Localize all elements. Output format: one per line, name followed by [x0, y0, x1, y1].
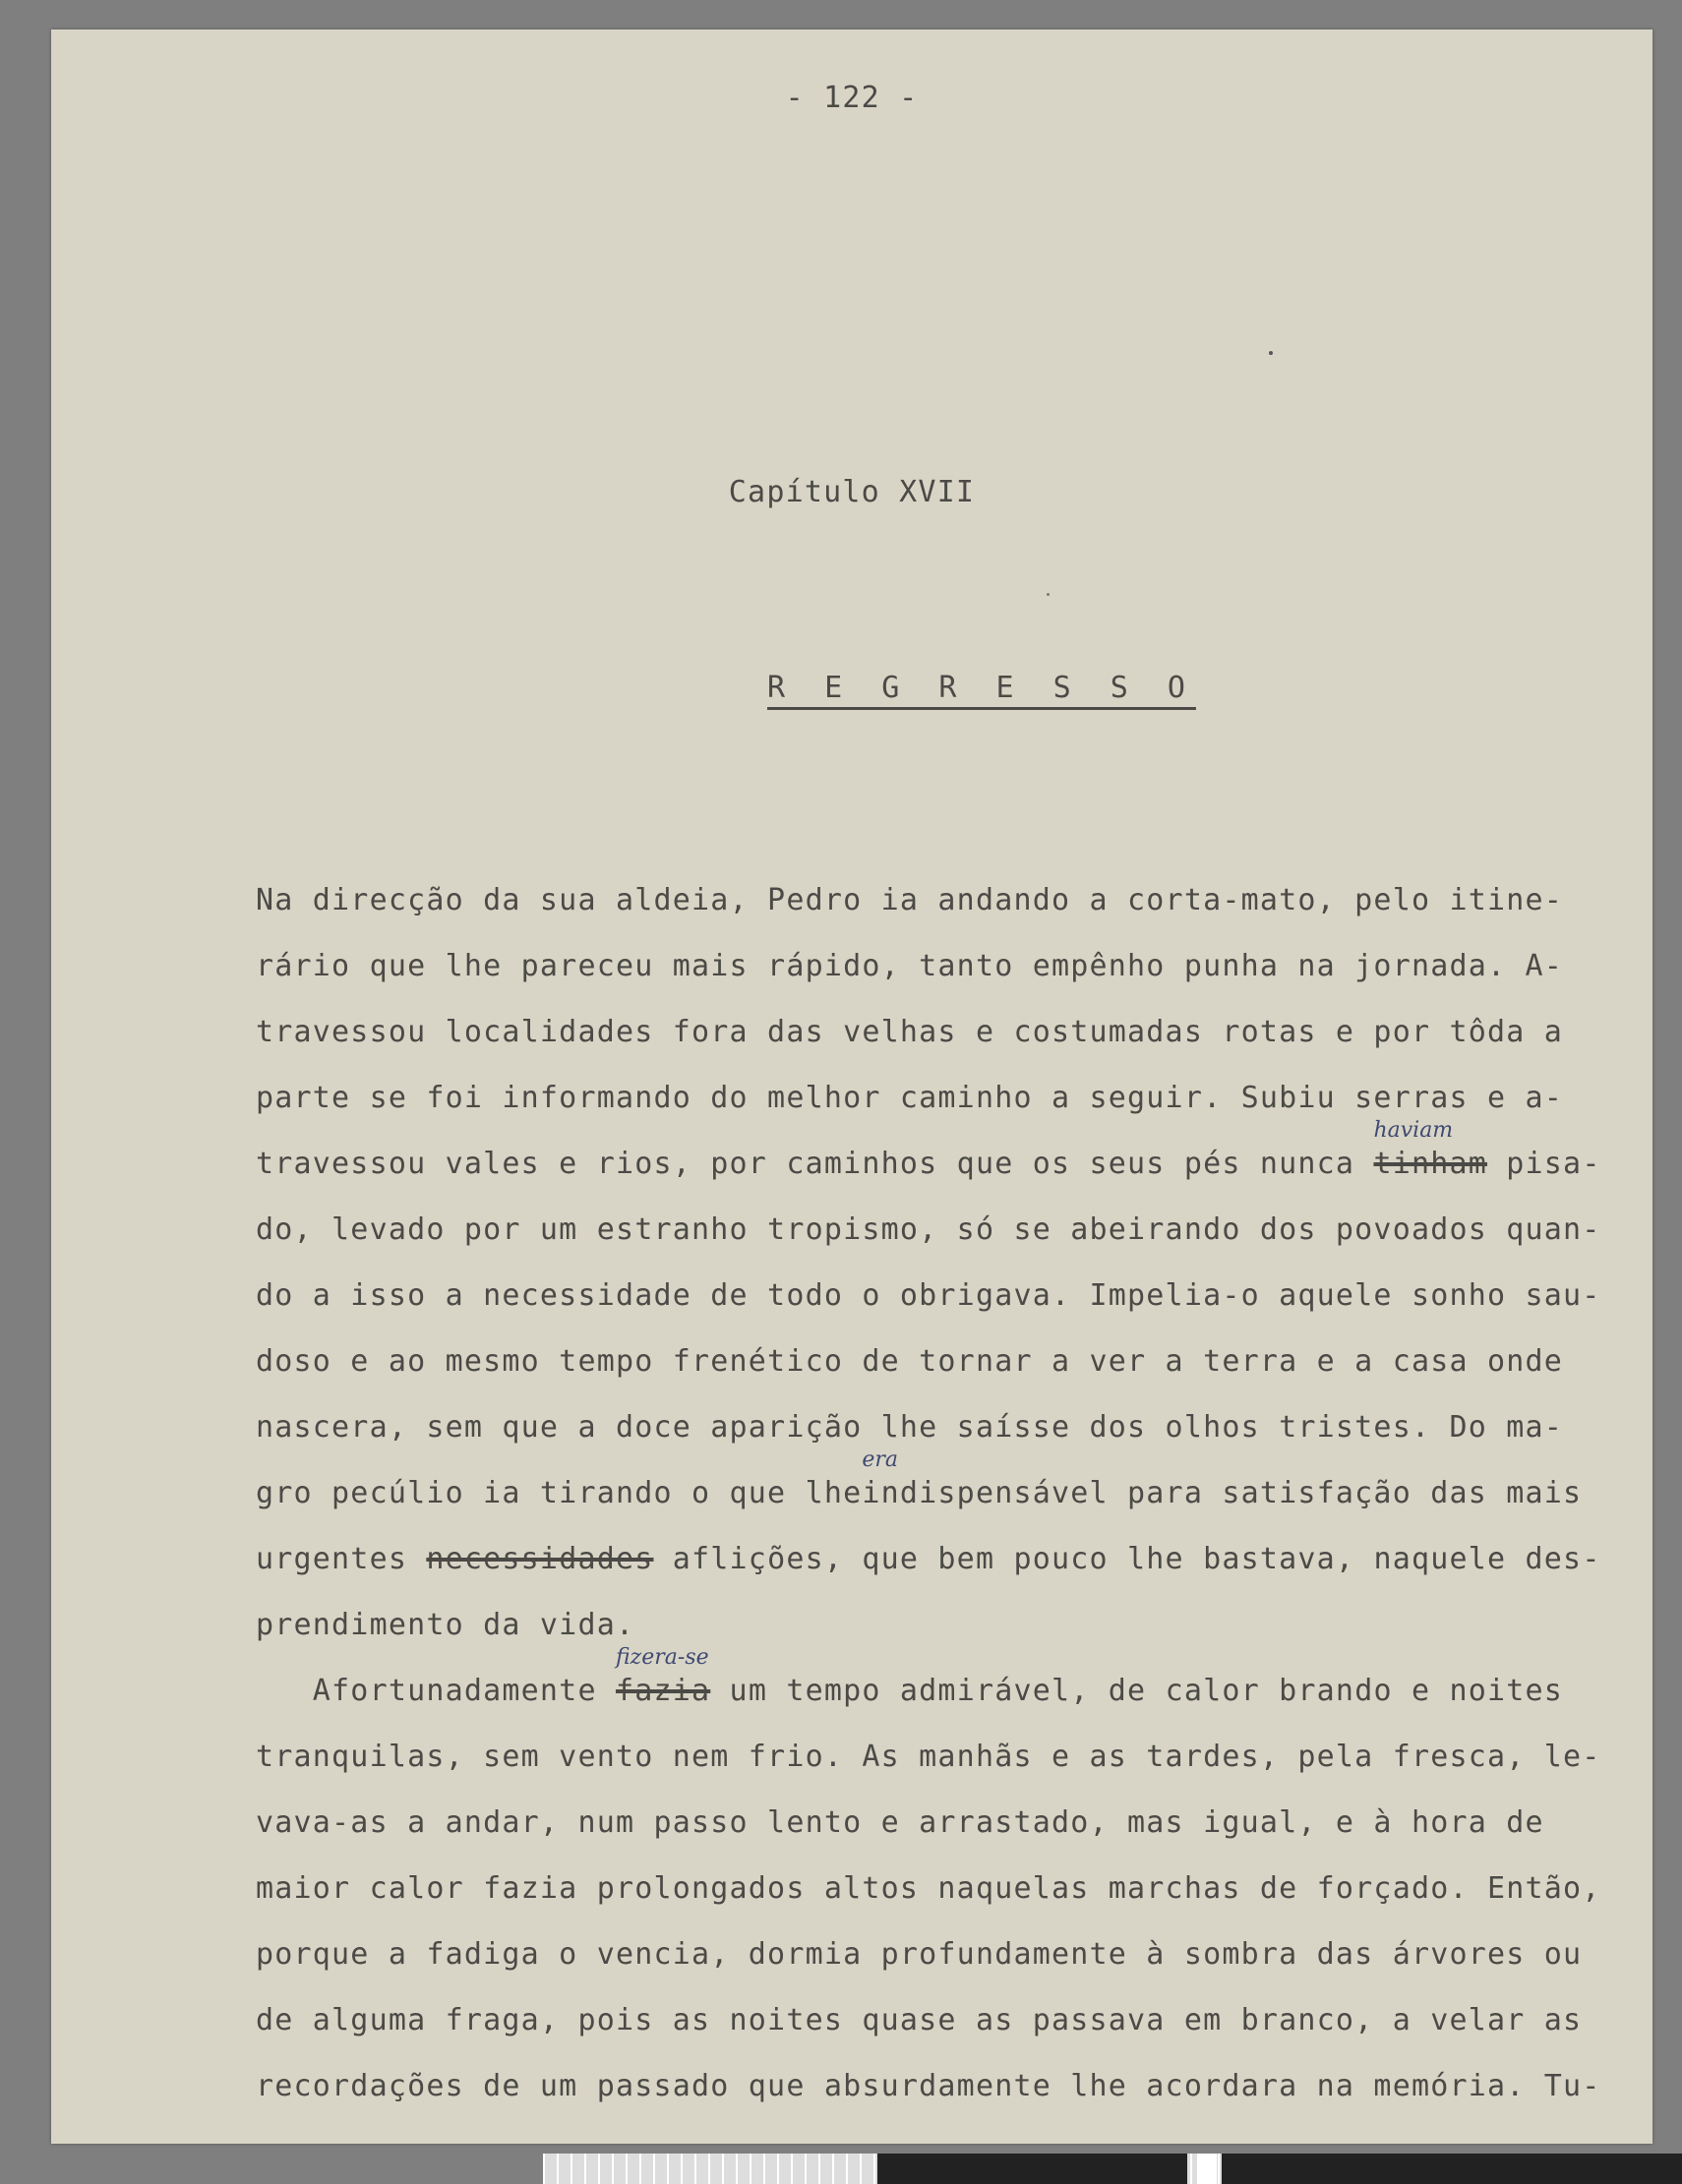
body-text	[256, 867, 1652, 2119]
text-line	[256, 1447, 1652, 1526]
handwritten-correction	[1373, 1118, 1488, 1197]
color-bar	[1197, 2154, 1217, 2184]
text-segment: um tempo admirável, de calor brando e noites	[710, 1674, 1564, 1708]
color-bar	[877, 2154, 1187, 2184]
color-bar	[1222, 2154, 1682, 2184]
text-line: do a isso a necessidade de todo o obrigava. Impelia-o aquele sonho sau-	[256, 1278, 1601, 1313]
struck-word: tinham	[1373, 1147, 1488, 1181]
scale-ruler	[543, 2154, 1682, 2184]
text-line	[256, 1526, 1652, 1592]
page-number: - 122 -	[785, 81, 919, 115]
text-line: maior calor fazia prolongados altos naquelas marchas de forçado. Então,	[256, 1871, 1601, 1906]
text-segment: urgentes	[256, 1542, 427, 1576]
text-line: parte se foi informando do melhor caminho a seguir. Subiu serras e a-	[256, 1081, 1564, 1115]
chapter-heading: Capítulo XVII	[728, 475, 976, 509]
typewritten-page	[51, 30, 1652, 2144]
chapter-title: R E G R E S S O	[767, 671, 1196, 705]
handwritten-insertion: era	[862, 1447, 899, 1472]
text-line: porque a fadiga o vencia, dormia profundamente à sombra das árvores ou	[256, 1937, 1583, 1972]
text-segment: Afortunadamente	[256, 1674, 616, 1708]
text-line: Na direcção da sua aldeia, Pedro ia andando a corta-mato, pelo itine-	[256, 883, 1564, 917]
text-line: tranquilas, sem vento nem frio. As manhãs e as tardes, pela fresca, le-	[256, 1740, 1601, 1774]
text-line: travessou localidades fora das velhas e costumadas rotas e por tôda a	[256, 1015, 1564, 1049]
text-segment: travessou vales e rios, por caminhos que os seus pés nunca	[256, 1147, 1374, 1181]
text-line: doso e ao mesmo tempo frenético de tornar a ver a terra e a casa onde	[256, 1344, 1564, 1379]
text-segment: gro pecúlio ia tirando o que lhe	[256, 1476, 863, 1510]
text-segment: indispensável para satisfação das mais	[862, 1476, 1583, 1510]
text-line: nascera, sem que a doce aparição lhe saísse dos olhos tristes. Do ma-	[256, 1410, 1564, 1445]
text-line: vava-as a andar, num passo lento e arrastado, mas igual, e à hora de	[256, 1805, 1544, 1840]
text-line: rário que lhe pareceu mais rápido, tanto empênho punha na jornada. A-	[256, 949, 1564, 983]
text-line: do, levado por um estranho tropismo, só se abeirando dos povoados quan-	[256, 1212, 1601, 1247]
handwritten-insertion: haviam	[1373, 1118, 1454, 1143]
text-segment: aflições, que bem pouco lhe bastava, naquele des-	[653, 1542, 1601, 1576]
struck-word: necessidades	[426, 1542, 654, 1576]
text-line: de alguma fraga, pois as noites quase as passava em branco, a velar as	[256, 2003, 1583, 2037]
ink-speck	[1269, 351, 1273, 355]
struck-word: fazia	[615, 1674, 711, 1708]
text-line	[256, 1645, 1652, 1724]
text-line	[256, 1118, 1652, 1197]
handwritten-insertion: fizera-se	[615, 1645, 709, 1670]
text-line: recordações de um passado que absurdamente lhe acordara na memória. Tu-	[256, 2069, 1601, 2103]
handwritten-correction	[615, 1645, 711, 1724]
ink-speck	[1047, 593, 1050, 596]
text-segment: pisa-	[1487, 1147, 1601, 1181]
text-line: prendimento da vida.	[256, 1608, 635, 1642]
